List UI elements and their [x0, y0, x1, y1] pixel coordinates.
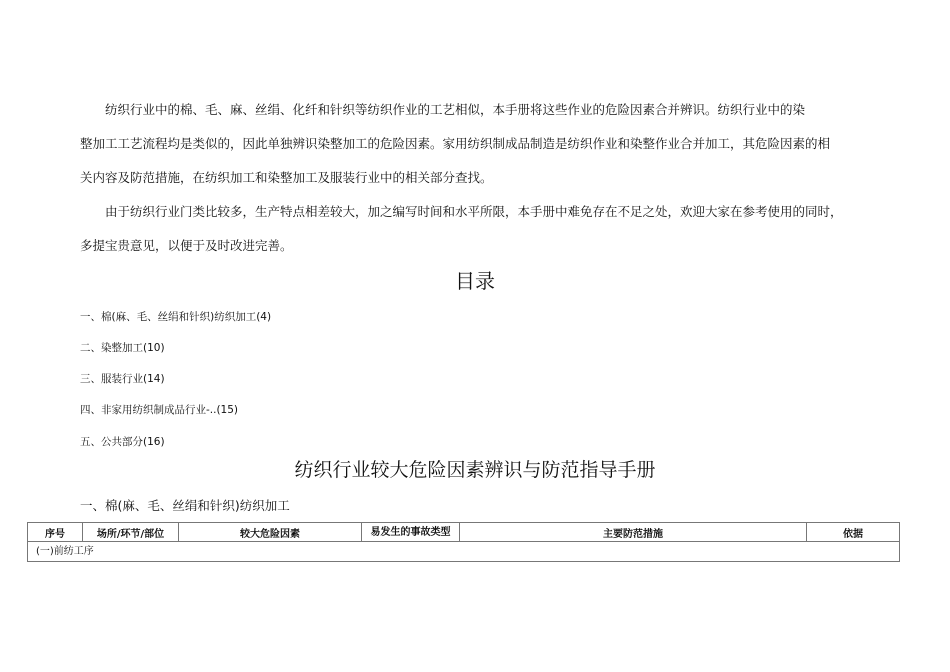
intro-paragraph-1	[80, 93, 894, 195]
intro-p1-line-3: 关内容及防范措施，在纺织加工和染整加工及服装行业中的相关部分查找。	[80, 170, 493, 185]
intro-paragraph-2	[80, 195, 894, 263]
section-heading: 一、棉(麻、毛、丝绢和针织)纺织加工	[80, 498, 290, 513]
toc-item-4: 四、非家用纺织制成品行业-..(15)	[80, 404, 239, 416]
header-serial-number: 序号	[28, 523, 83, 542]
header-hazard-factor: 较大危险因素	[179, 523, 362, 542]
header-location: 场所/环节/部位	[83, 523, 179, 542]
header-prevention-measures: 主要防范措施	[460, 523, 807, 542]
toc-item-2: 二、染整加工(10)	[80, 342, 165, 354]
intro-p2-line-1: 由于纺织行业门类比较多，生产特点相差较大，加之编写时间和水平所限，本手册中难免存在不足之处，欢迎大家在参考使用的同时，	[105, 204, 843, 219]
toc-title: 目录	[455, 269, 495, 293]
subsection-label: (一)前纺工序	[28, 542, 900, 562]
manual-title: 纺织行业较大危险因素辨识与防范指导手册	[294, 459, 656, 481]
hazard-table	[27, 522, 900, 562]
intro-p1-line-1: 纺织行业中的棉、毛、麻、丝绢、化纤和针织等纺织作业的工艺相似，本手册将这些作业的危险因素合并辨识。纺织行业中的染	[105, 102, 806, 117]
toc-item-3: 三、服装行业(14)	[80, 373, 165, 385]
intro-p1-line-2: 整加工工艺流程均是类似的，因此单独辨识染整加工的危险因素。家用纺织制成品制造是纺织作业和染整作业合并加工，其危险因素的相	[80, 136, 831, 151]
toc-item-5: 五、公共部分(16)	[80, 436, 165, 448]
header-accident-type: 易发生的事故类型	[362, 523, 460, 542]
table-header-row	[28, 523, 900, 542]
table-row	[28, 542, 900, 562]
toc-item-1: 一、棉(麻、毛、丝绢和针织)纺织加工(4)	[80, 311, 272, 323]
intro-p2-line-2: 多提宝贵意见，以便于及时改进完善。	[80, 238, 293, 253]
header-basis: 依据	[807, 523, 900, 542]
